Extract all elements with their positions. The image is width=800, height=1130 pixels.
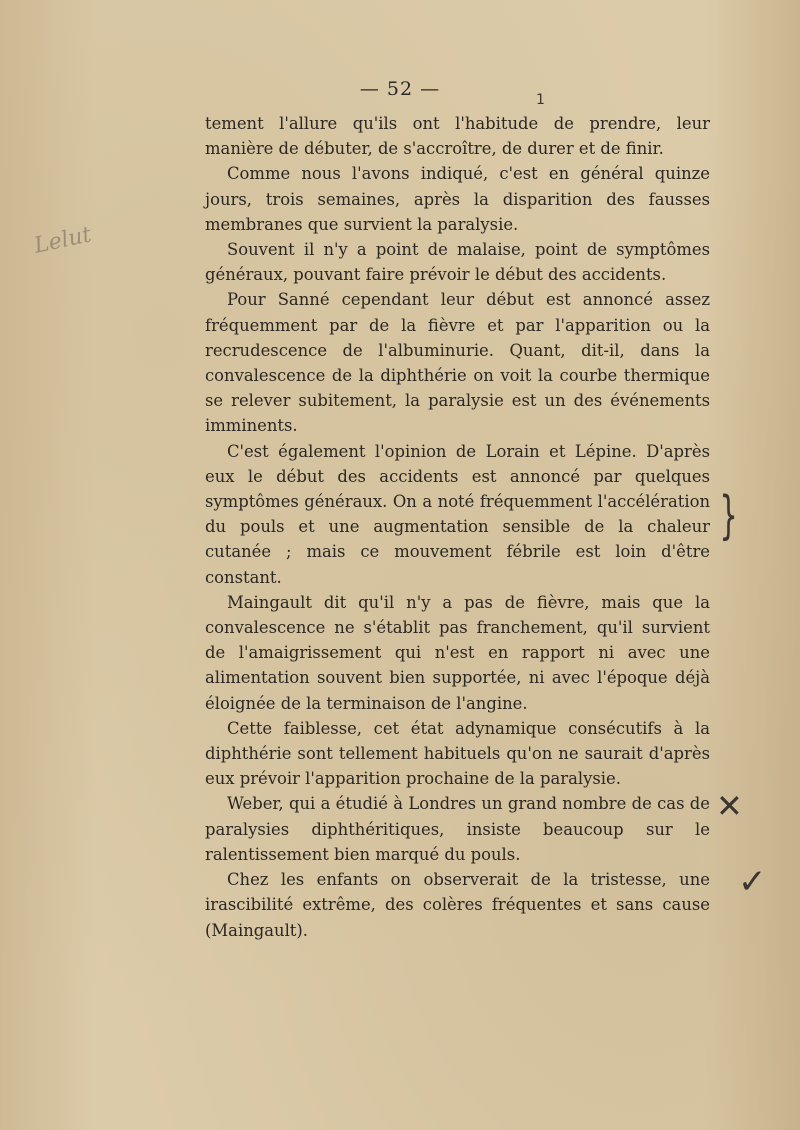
tick-mark-icon: 1: [536, 92, 545, 108]
paragraph: tement l'allure qu'ils ont l'habitude de prendre, leur manière de débuter, de s'accroître, de durer et de finir.: [205, 114, 710, 159]
margin-annotation: Lelut: [32, 222, 94, 259]
paragraph: Comme nous l'avons indiqué, c'est en général quinze jours, trois semaines, après la disparition des fausses membranes que survient la paralysie.: [205, 164, 710, 234]
paragraph: Weber, qui a étudié à Londres un grand nombre de cas de paralysies diphthéritiques, insiste beaucoup sur le ralentissement bien marqué du pouls.: [205, 794, 710, 864]
paragraph: Souvent il n'y a point de malaise, point de symptômes généraux, pouvant faire prévoir le début des accidents.: [205, 240, 710, 285]
paragraph: Chez les enfants on observerait de la tristesse, une irascibilité extrême, des colères fréquentes et sans cause (Maingault).: [205, 870, 710, 940]
brace-mark-icon: }: [719, 486, 738, 546]
paragraph: C'est également l'opinion de Lorain et Lépine. D'après eux le début des accidents est annoncé par quelques symptômes généraux. On a noté fréquemment l'accélération du pouls et une augmentation sensible de la chaleur cutanée ; mais ce mouvement fébrile est loin d'être constant.: [205, 441, 710, 587]
paragraph: Cette faiblesse, cet état adynamique consécutifs à la diphthérie sont tellement habituels qu'on ne saurait d'après eux prévoir l'apparition prochaine de la paralysie.: [205, 718, 710, 789]
paragraph: Pour Sanné cependant leur début est annoncé assez fréquemment par de la fièvre et par l'apparition ou la recrudescence de l'albuminurie. Quant, dit-il, dans la convalescence de la diphthérie on voit la courbe thermique se relever subitement, la paralysie est un des événements imminents.: [205, 290, 710, 436]
body-text: [205, 111, 710, 943]
check-mark-icon: ✓: [738, 862, 767, 902]
cross-mark-icon: ✕: [716, 787, 743, 825]
paragraph: Maingault dit qu'il n'y a pas de fièvre, mais que la convalescence ne s'établit pas franchement, qu'il survient de l'amaigrissement qui n'est en rapport ni avec une alimentation souvent bien supportée, ni avec l'époque déjà éloignée de la terminaison de l'angine.: [205, 592, 710, 713]
page-number: — 52 —: [359, 78, 441, 100]
